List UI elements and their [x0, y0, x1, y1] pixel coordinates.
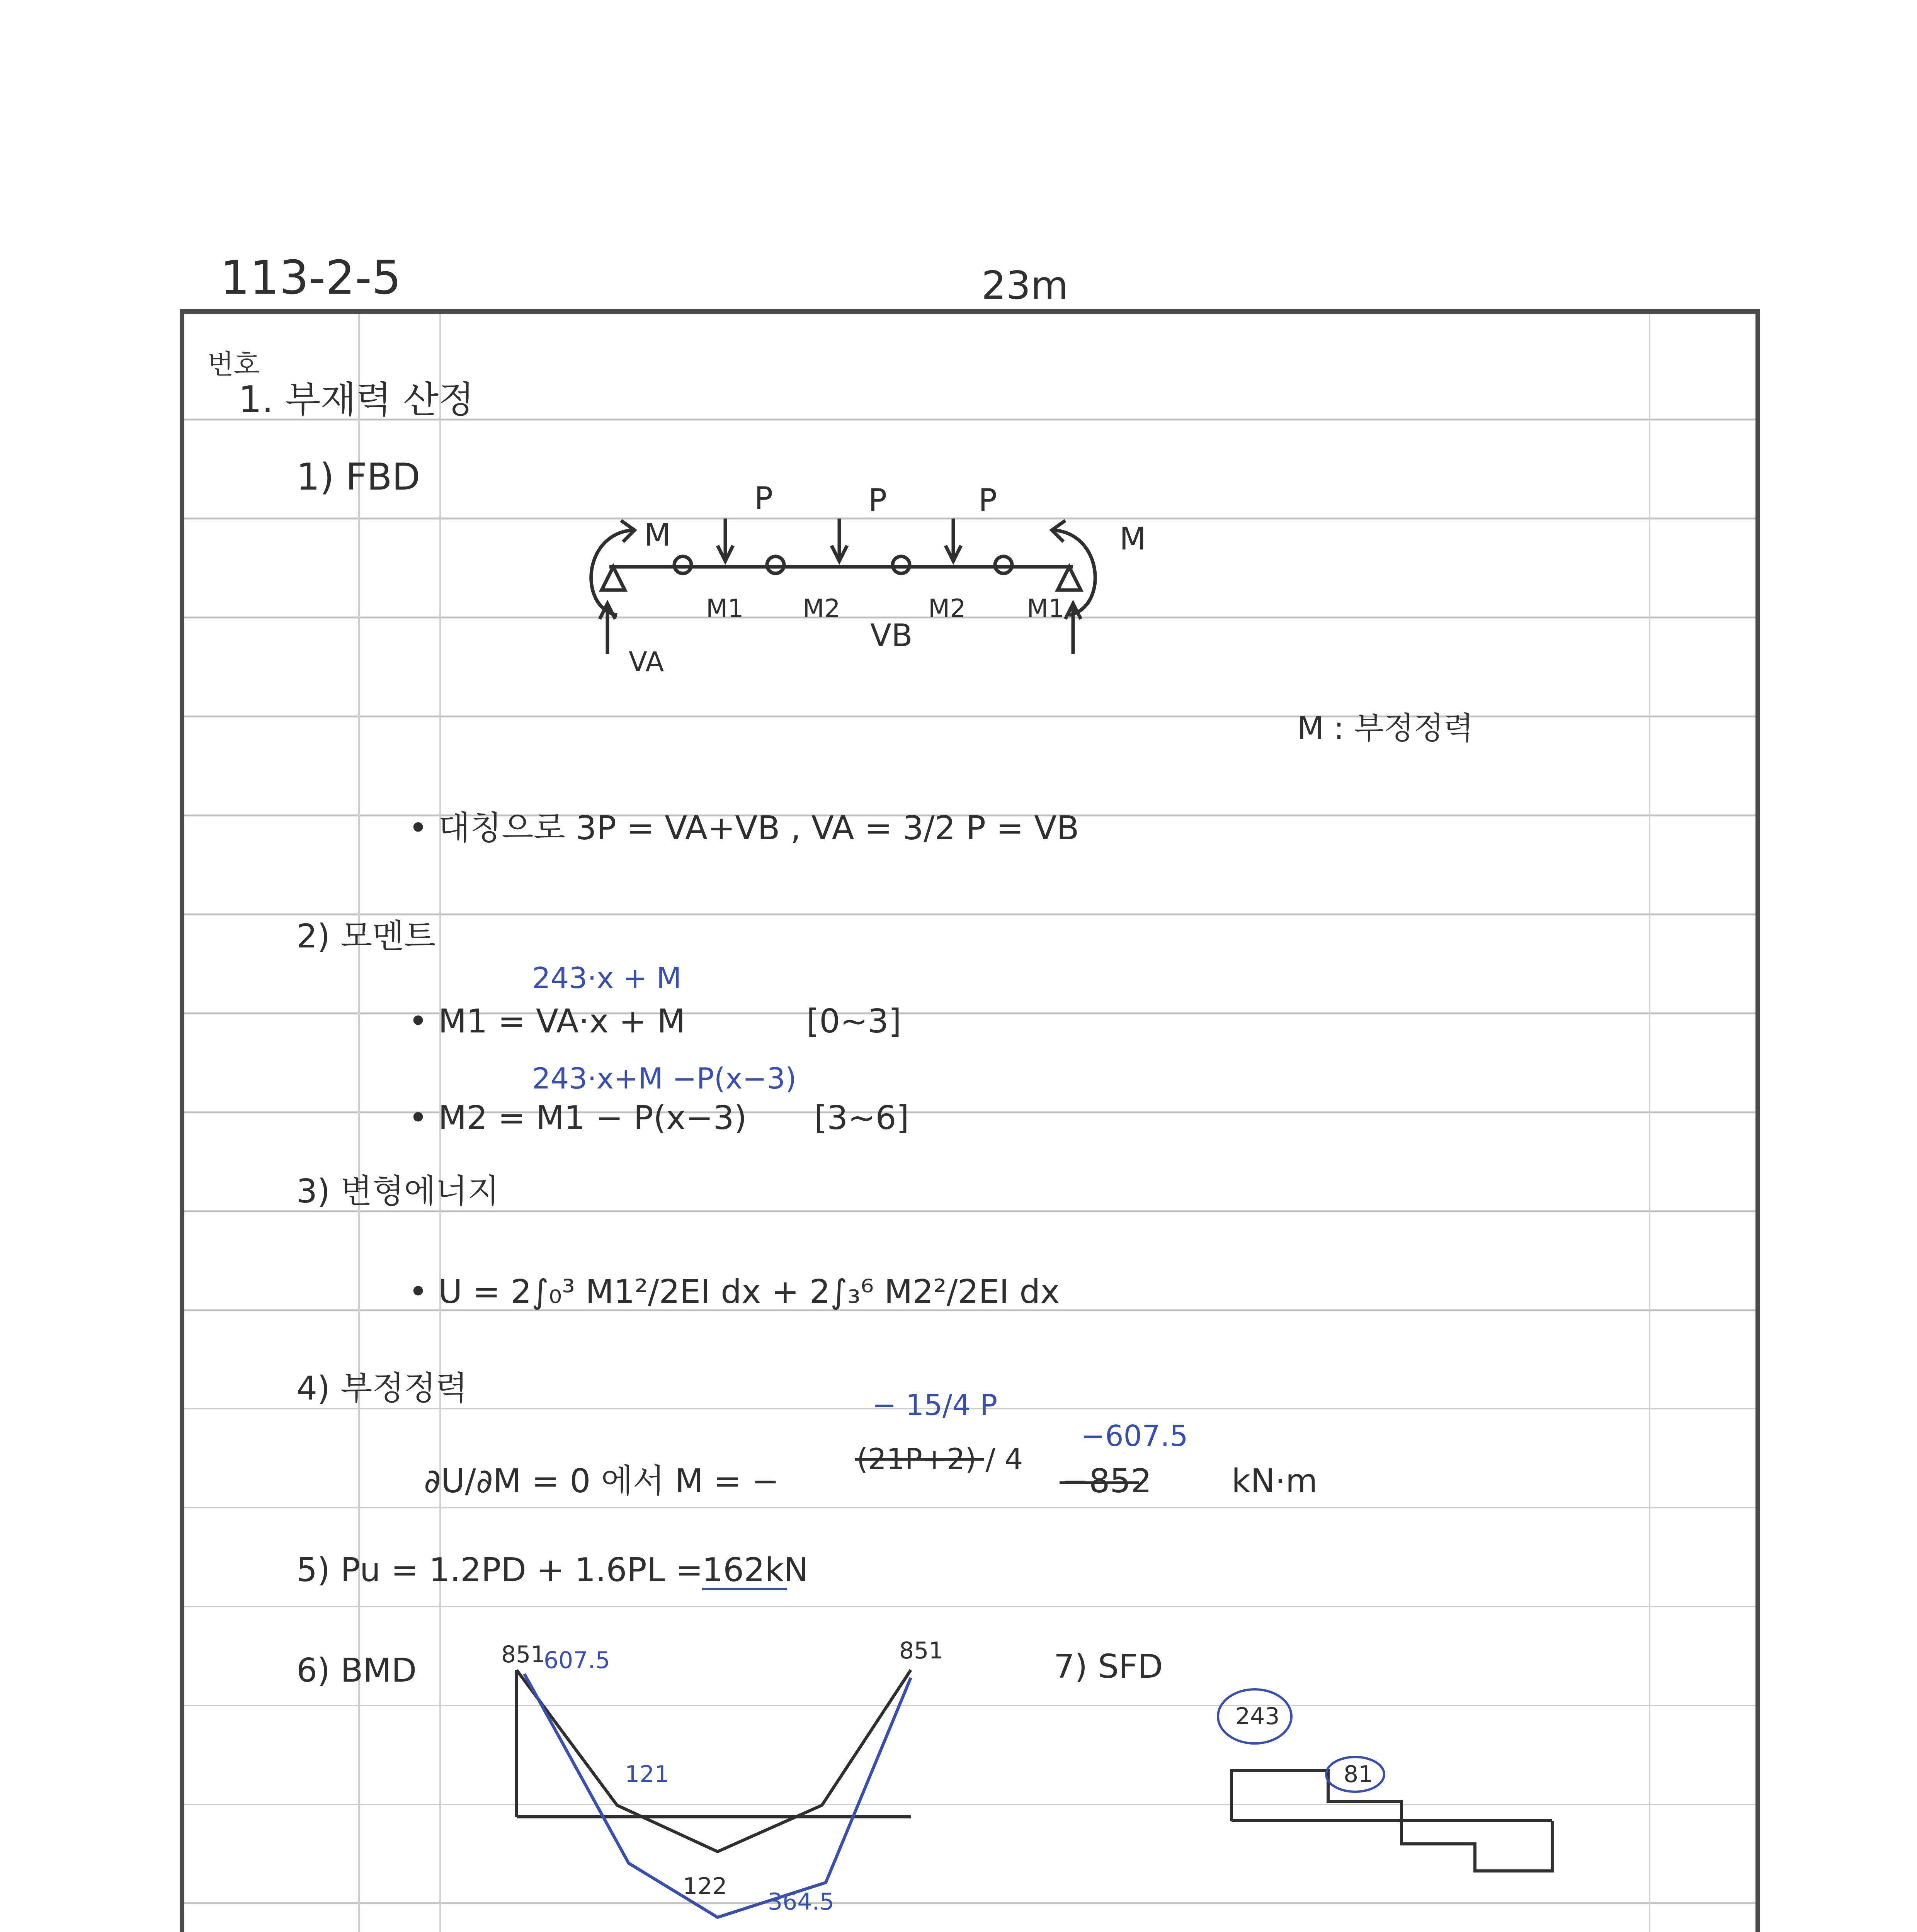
inner-moment-m1: M1 [1027, 594, 1065, 623]
problem-number: 113-2-5 [220, 251, 401, 305]
correction-fraction: − 15/4 P [872, 1388, 998, 1422]
bmd-struck-bottom: 122 [683, 1873, 727, 1900]
sfd-heading: 7) SFD [1054, 1648, 1163, 1686]
struck-fraction: (21P+2) / 4 [857, 1442, 1023, 1476]
load-label-3: P [978, 482, 997, 518]
load-label-1: P [754, 480, 773, 516]
ruled-answer-sheet [180, 309, 1760, 1932]
m2-note: 243·x+M −P(x−3) [532, 1061, 797, 1095]
fbd-heading: 1) FBD [296, 456, 420, 498]
struck-value: −852 [1061, 1462, 1152, 1500]
load-label-2: P [868, 482, 887, 518]
pu-line: 5) Pu = 1.2PD + 1.6PL = [296, 1551, 703, 1589]
support-b [1058, 567, 1081, 590]
handwritten-solution [184, 314, 1760, 1932]
m1-range: [0~3] [806, 1002, 902, 1041]
moment-unit: kN·m [1232, 1462, 1318, 1500]
fbd-value: VB [870, 617, 913, 653]
inner-moment-m2: M2 [803, 594, 840, 623]
reaction-a-label: VA [629, 646, 664, 678]
end-moment-label-right: M [1119, 521, 1146, 557]
m2-range: [3~6] [814, 1099, 909, 1137]
sfd-value-2: 81 [1344, 1761, 1373, 1788]
inner-moment-m1: M1 [706, 594, 744, 623]
bmd-heading: 6) BMD [296, 1651, 417, 1690]
bmd-bottom-corrected: 364.5 [768, 1888, 834, 1915]
symmetry-line: • 대칭으로 3P = VA+VB , VA = 3/2 P = VB [408, 809, 1079, 847]
m1-equation: • M1 = VA·x + M [408, 1002, 685, 1041]
bmd-mid-value: 121 [625, 1761, 669, 1788]
energy-formula: • U = 2∫₀³ M1²/2EI dx + 2∫₃⁶ M2²/2EI dx [408, 1273, 1060, 1311]
bmd-struck-left: 851 [501, 1641, 546, 1668]
m2-equation: • M2 = M1 − P(x−3) [408, 1099, 747, 1137]
m1-note: 243·x + M [532, 961, 682, 995]
section-cut [995, 556, 1012, 573]
sfd-positive [1232, 1770, 1402, 1821]
support-a [602, 567, 625, 590]
inner-moment-m2: M2 [928, 594, 966, 623]
sfd-diagram [1232, 1770, 1552, 1871]
pu-value: 162kN [702, 1551, 809, 1589]
section-cut [674, 556, 691, 573]
bmd-right-value: 851 [899, 1637, 944, 1664]
redundant-formula: ∂U/∂M = 0 에서 M = − [424, 1462, 779, 1500]
sfd-negative [1402, 1821, 1552, 1871]
number-label: 번호 [208, 349, 260, 380]
header-note: 23m [981, 263, 1068, 308]
corrected-value: −607.5 [1081, 1419, 1188, 1453]
section-cut [893, 556, 910, 573]
end-moment-label-left: M [644, 517, 671, 553]
bmd-left-corrected: 607.5 [544, 1647, 610, 1674]
energy-heading: 3) 변형에너지 [296, 1172, 499, 1211]
bmd-original-curve [517, 1670, 911, 1852]
redundant-heading: 4) 부정정력 [296, 1369, 468, 1408]
fbd-legend: M : 부정정력 [1297, 710, 1473, 746]
section-title: 1. 부재력 산정 [238, 379, 474, 421]
section-cut [767, 556, 784, 573]
sfd-value-1: 243 [1235, 1703, 1280, 1730]
moment-heading: 2) 모멘트 [296, 917, 436, 956]
